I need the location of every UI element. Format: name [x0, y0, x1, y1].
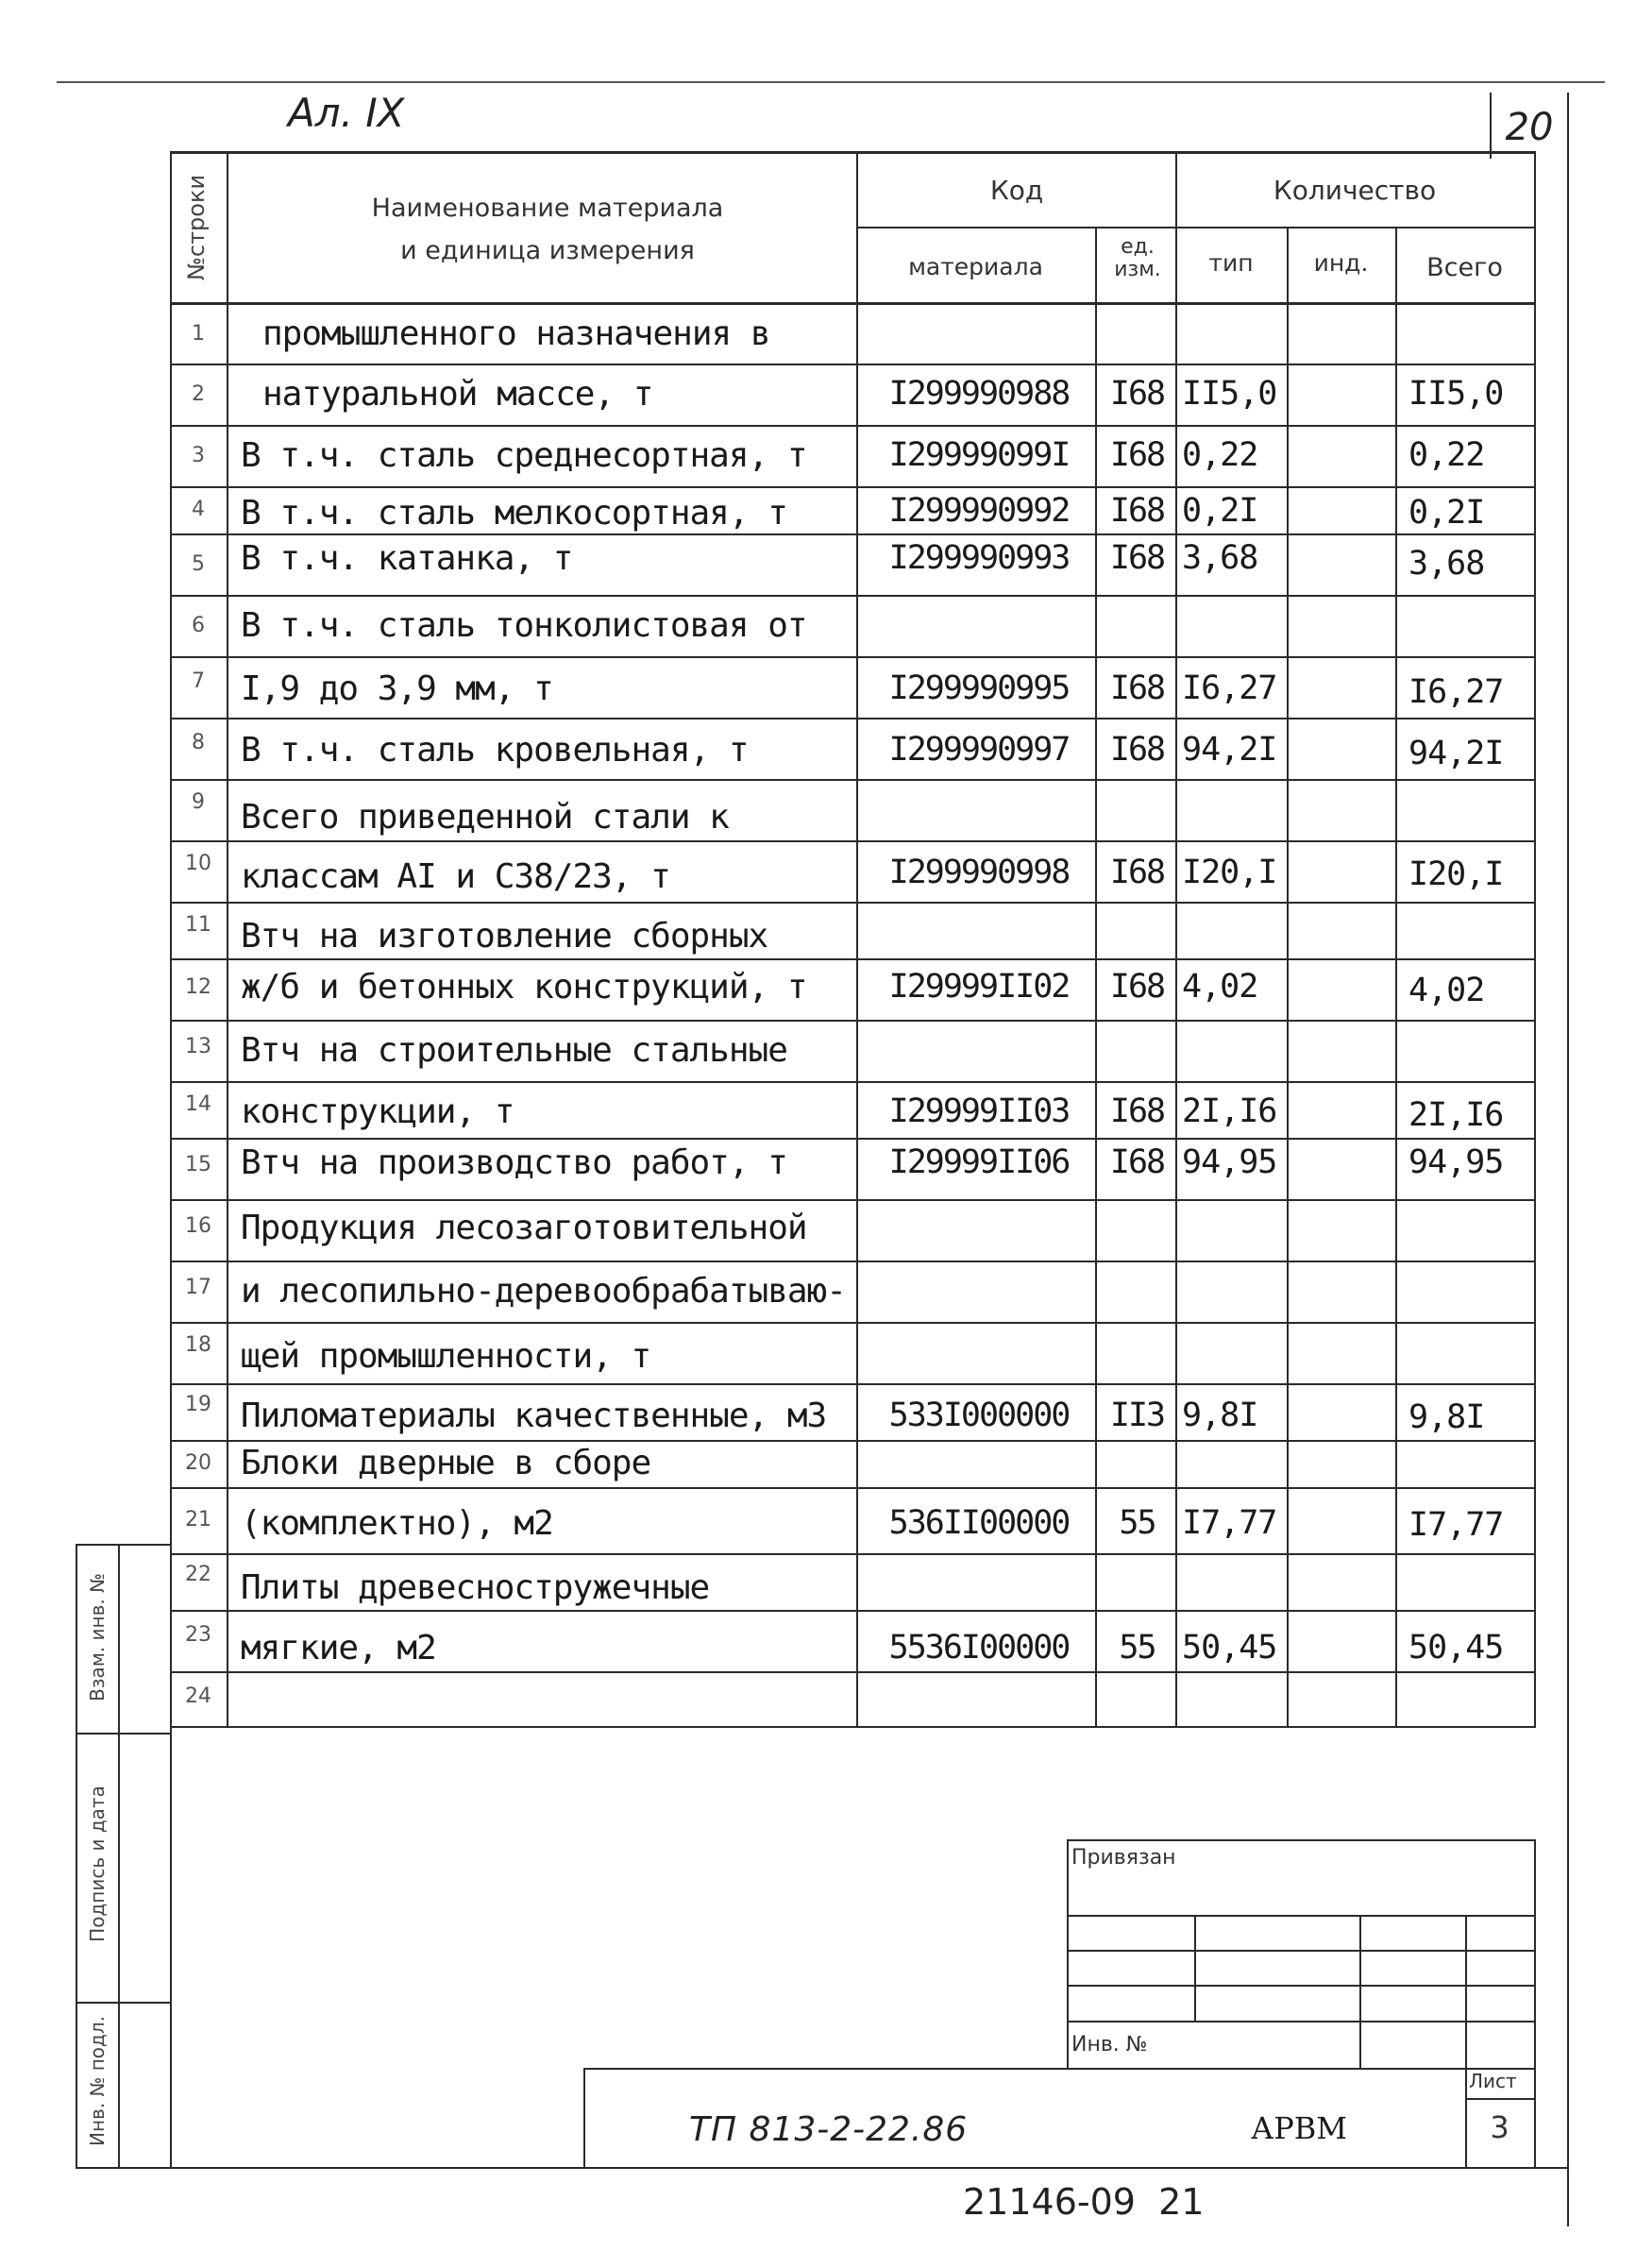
row-number: 13 — [185, 1035, 211, 1058]
table-row — [0, 1083, 1605, 1138]
table-row — [0, 1555, 1605, 1610]
row-number: 11 — [185, 913, 211, 937]
qty-type: 94,2I — [1182, 731, 1277, 769]
table-row — [0, 365, 1605, 425]
col-name-line1: Наименование материала — [371, 194, 724, 223]
material-name: Блоки дверные в сборе — [241, 1444, 651, 1482]
material-code: I299990998 — [888, 854, 1070, 891]
material-name: В т.ч. катанка, т — [241, 539, 573, 578]
qty-type: 9,8I — [1182, 1396, 1258, 1434]
material-name: В т.ч. сталь мелкосортная, т — [241, 494, 787, 533]
row-number: 14 — [185, 1092, 211, 1116]
col-code-unit: ед. изм. — [1114, 235, 1161, 281]
qty-total: 50,45 — [1408, 1629, 1504, 1667]
material-name: натуральной массе, т — [262, 375, 653, 414]
table-row — [0, 904, 1605, 958]
material-code: I29999II02 — [888, 968, 1070, 1006]
table-row — [0, 1201, 1605, 1261]
section-code: АРВМ — [1251, 2110, 1348, 2146]
row-number: 8 — [192, 731, 205, 754]
footer-handwritten: 21146-09 21 — [963, 2181, 1205, 2223]
table-row — [0, 1324, 1605, 1383]
unit-code: I68 — [1109, 492, 1165, 530]
table-row — [0, 1612, 1605, 1671]
qty-total: II5,0 — [1408, 375, 1504, 413]
unit-code: 55 — [1119, 1504, 1155, 1542]
row-number: 4 — [192, 498, 205, 521]
album-label: Ал. IX — [288, 90, 405, 136]
material-name: В т.ч. сталь тонколистовая от — [241, 606, 807, 645]
material-name: Продукция лесозаготовительной — [241, 1209, 807, 1247]
row-number: 1 — [192, 322, 205, 346]
page-number-box-left — [1490, 93, 1492, 159]
material-code: I299990992 — [888, 492, 1070, 530]
table-row — [0, 960, 1605, 1020]
sheet-label: Лист — [1469, 2070, 1517, 2092]
col-qty-group: Количество — [1273, 175, 1437, 206]
qty-total: I7,77 — [1408, 1506, 1504, 1544]
stamp-outer-left — [76, 1544, 77, 2167]
row-number: 16 — [185, 1214, 211, 1238]
unit-code: I68 — [1109, 854, 1165, 891]
table-row — [0, 1442, 1605, 1487]
tb-rule — [1067, 1985, 1534, 1987]
table-row — [0, 719, 1605, 779]
qty-type: 94,95 — [1182, 1143, 1277, 1181]
qty-type: 50,45 — [1182, 1629, 1277, 1667]
col-qty-type: тип — [1208, 249, 1254, 277]
tb-main-left — [583, 2068, 585, 2167]
row-number: 9 — [192, 790, 205, 814]
material-name: I,9 до 3,9 мм, т — [241, 669, 553, 708]
table-row — [0, 305, 1605, 364]
tb-sheet-rule — [1465, 2098, 1534, 2100]
privyazan-label: Привязан — [1071, 1846, 1176, 1870]
unit-code: II3 — [1109, 1396, 1165, 1434]
col-code-group: Код — [989, 175, 1044, 206]
material-code: I29999II06 — [888, 1143, 1070, 1181]
table-row — [0, 781, 1605, 840]
material-code: 5536I00000 — [888, 1629, 1070, 1667]
material-code: I299990993 — [888, 539, 1070, 577]
tb-rule — [1067, 1950, 1534, 1952]
material-name: мягкие, м2 — [241, 1629, 436, 1667]
material-name: Пиломатериалы качественные, м3 — [241, 1396, 827, 1435]
col-qty-total: Всего — [1426, 253, 1503, 282]
table-row — [0, 427, 1605, 486]
qty-type: 4,02 — [1182, 968, 1258, 1006]
qty-type: I6,27 — [1182, 669, 1277, 707]
row-number: 5 — [192, 552, 205, 576]
unit-code: I68 — [1109, 669, 1165, 707]
qty-total: 94,95 — [1408, 1143, 1504, 1181]
qty-total: 94,2I — [1408, 735, 1504, 772]
material-code: 533I000000 — [888, 1396, 1070, 1434]
material-code: I29999II03 — [888, 1092, 1070, 1130]
header-sub-rule-code — [856, 227, 1534, 228]
qty-total: 0,2I — [1408, 494, 1485, 532]
table-row — [0, 1673, 1605, 1726]
table-row — [0, 488, 1605, 533]
qty-type: I7,77 — [1182, 1504, 1277, 1542]
unit-code: I68 — [1109, 1092, 1165, 1130]
table-top — [170, 151, 1534, 154]
row-number: 20 — [185, 1451, 211, 1475]
material-name: Втч на изготовление сборных — [241, 917, 768, 956]
tb-left — [1067, 1839, 1069, 2068]
table-row — [0, 842, 1605, 902]
material-name: Втч на производство работ, т — [241, 1143, 787, 1182]
qty-type: II5,0 — [1182, 375, 1277, 413]
tb-rule — [1067, 1915, 1534, 1917]
qty-total: 4,02 — [1408, 972, 1485, 1009]
material-name: (комплектно), м2 — [241, 1504, 553, 1543]
tb-rule — [1067, 2021, 1534, 2023]
qty-total: 0,22 — [1408, 436, 1485, 474]
table-row — [0, 1140, 1605, 1199]
page-number: 20 — [1505, 106, 1554, 149]
material-code: I299990995 — [888, 669, 1070, 707]
material-name: Втч на строительные стальные — [241, 1031, 787, 1070]
table-row — [0, 1262, 1605, 1322]
unit-code: I68 — [1109, 375, 1165, 413]
table-row — [0, 1022, 1605, 1081]
unit-code: I68 — [1109, 539, 1165, 577]
qty-type: 2I,I6 — [1182, 1092, 1277, 1130]
row-number: 6 — [192, 614, 205, 637]
row-number: 22 — [185, 1563, 211, 1586]
tb-right — [1534, 1839, 1536, 2167]
unit-code: 55 — [1119, 1629, 1155, 1667]
row-number: 7 — [192, 669, 205, 693]
unit-code: I68 — [1109, 1143, 1165, 1181]
stamp-inner — [118, 1544, 120, 2167]
table-bottom — [170, 1726, 1534, 1728]
row-number: 15 — [185, 1153, 211, 1176]
material-name: конструкции, т — [241, 1092, 514, 1131]
stamp-sign: Подпись и дата — [86, 1786, 109, 1942]
page-number-box-right — [1567, 93, 1569, 159]
stamp-div1 — [76, 1733, 170, 1735]
row-number: 21 — [185, 1508, 211, 1532]
tb-top — [1067, 1839, 1534, 1841]
tb-vrule — [1359, 1915, 1361, 2068]
material-name: В т.ч. сталь кровельная, т — [241, 731, 749, 770]
qty-total: 2I,I6 — [1408, 1096, 1504, 1134]
stamp-vzam: Взам. инв. № — [86, 1573, 109, 1701]
table-row — [0, 658, 1605, 718]
stamp-bottom — [76, 2167, 1567, 2169]
material-name: щей промышленности, т — [241, 1337, 651, 1376]
material-code: I29999099I — [888, 436, 1070, 474]
row-number: 12 — [185, 975, 211, 999]
row-number: 3 — [192, 444, 205, 467]
col-row-number: №строки — [183, 174, 210, 281]
row-number: 24 — [185, 1684, 211, 1708]
row-number: 23 — [185, 1623, 211, 1647]
unit-code: I68 — [1109, 968, 1165, 1006]
sheet-number: 3 — [1490, 2109, 1510, 2145]
qty-total: I20,I — [1408, 855, 1504, 893]
col-qty-ind: инд. — [1313, 249, 1369, 277]
top-rule — [57, 81, 1605, 83]
unit-code: I68 — [1109, 436, 1165, 474]
col-code-material: материала — [908, 253, 1043, 280]
material-name: Всего приведенной стали к — [241, 798, 729, 837]
qty-type: I20,I — [1182, 854, 1277, 891]
material-name: В т.ч. сталь среднесортная, т — [241, 436, 807, 475]
material-code: 536II00000 — [888, 1504, 1070, 1542]
material-name: и лесопильно-деревообрабатываю- — [241, 1272, 846, 1311]
qty-total: I6,27 — [1408, 673, 1504, 711]
stamp-inv: Инв. № подл. — [86, 2016, 109, 2146]
col-name-line2: и единица измерения — [400, 236, 695, 265]
table-row — [0, 597, 1605, 656]
row-number: 10 — [185, 852, 211, 875]
row-number: 2 — [192, 382, 205, 406]
qty-type: 0,2I — [1182, 492, 1258, 530]
row-number: 19 — [185, 1393, 211, 1416]
qty-type: 3,68 — [1182, 539, 1258, 577]
inv-no-label: Инв. № — [1071, 2033, 1148, 2056]
material-code: I299990988 — [888, 375, 1070, 413]
qty-total: 9,8I — [1408, 1398, 1485, 1436]
material-name: промышленного назначения в — [262, 314, 770, 353]
material-code: I299990997 — [888, 731, 1070, 769]
unit-code: I68 — [1109, 731, 1165, 769]
row-number: 18 — [185, 1333, 211, 1357]
table-row — [0, 535, 1605, 595]
qty-total: 3,68 — [1408, 545, 1485, 583]
doc-code: ТП 813-2-22.86 — [689, 2110, 969, 2149]
table-row — [0, 1385, 1605, 1440]
table-row — [0, 1489, 1605, 1553]
material-name: классам AI и C38/23, т — [241, 857, 670, 896]
tb-main-top — [583, 2068, 1534, 2070]
qty-type: 0,22 — [1182, 436, 1258, 474]
material-name: ж/б и бетонных конструкций, т — [241, 968, 807, 1007]
material-name: Плиты древесностружечные — [241, 1568, 710, 1607]
row-number: 17 — [185, 1276, 211, 1299]
tb-vrule — [1194, 1915, 1196, 2021]
